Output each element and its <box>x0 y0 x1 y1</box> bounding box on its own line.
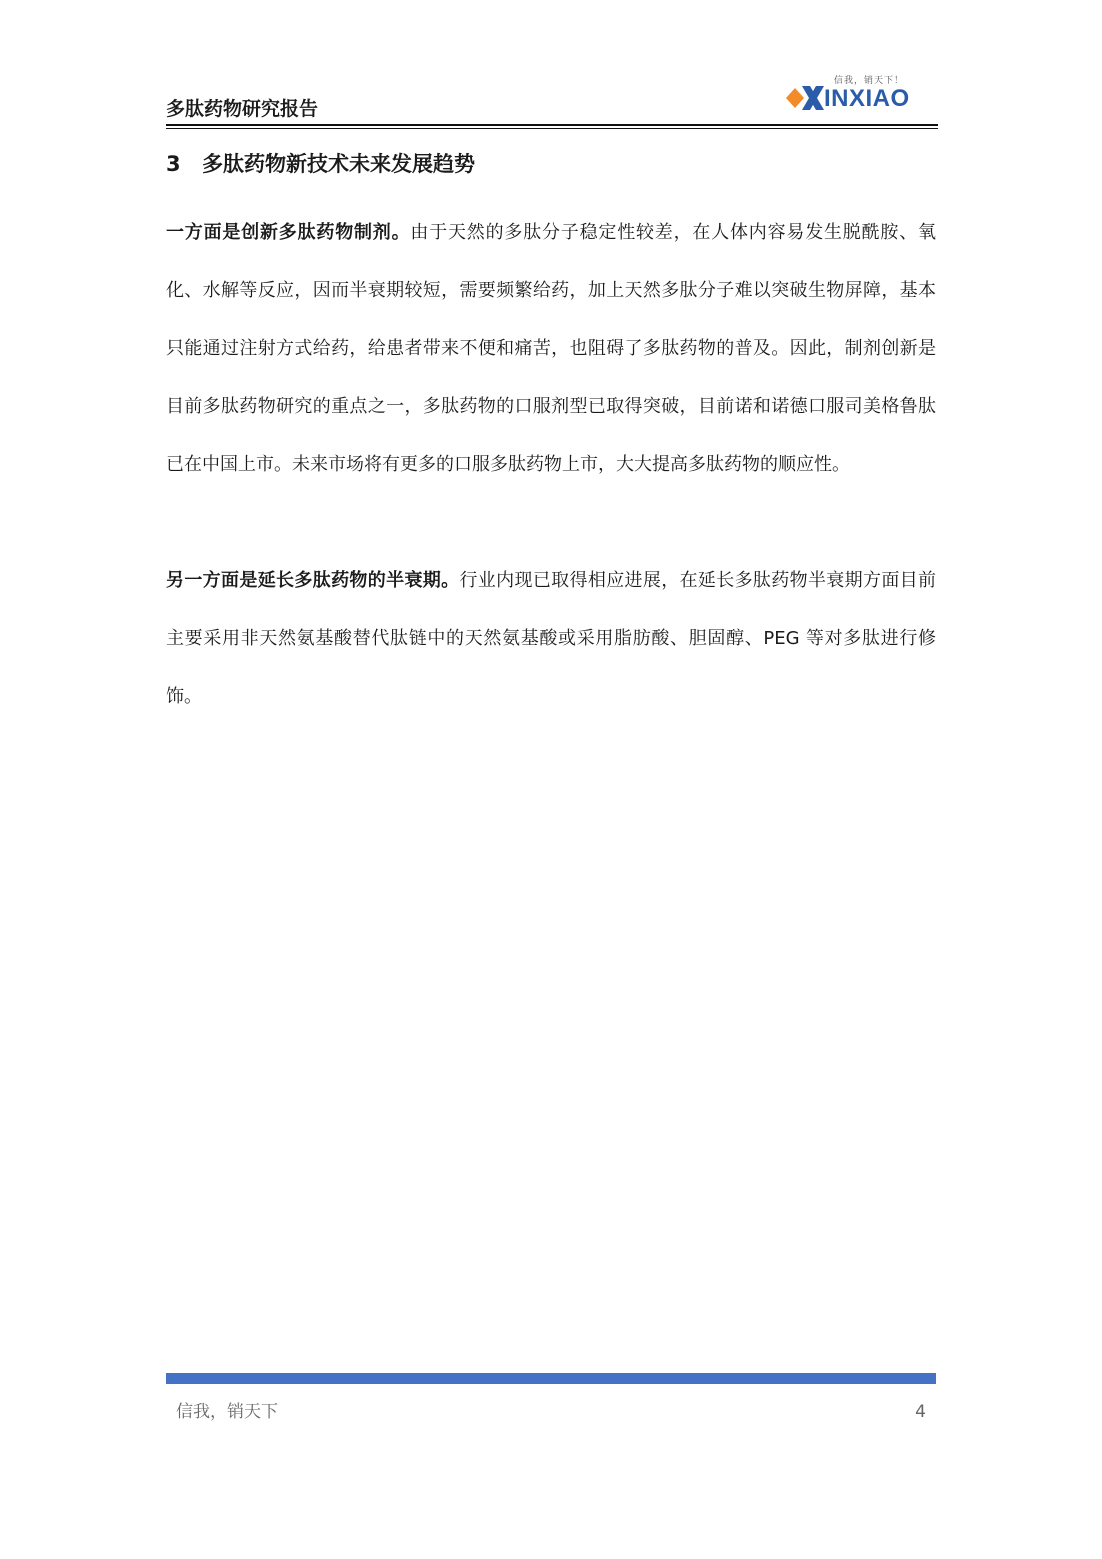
section-heading <box>166 149 475 179</box>
paragraph-lead: 一方面是创新多肽药物制剂。 <box>166 222 411 243</box>
paragraph-lead: 另一方面是延长多肽药物的半衰期。 <box>166 570 460 591</box>
logo-wordmark: INXIAO <box>824 85 910 112</box>
page-number: 4 <box>915 1402 926 1422</box>
section-title: 多肽药物新技术未来发展趋势 <box>202 152 475 176</box>
paragraph-body: 由于天然的多肽分子稳定性较差，在人体内容易发生脱酰胺、氧化、水解等反应，因而半衰期较短，需要频繁给药，加上天然多肽分子难以突破生物屏障，基本只能通过注射方式给药，给患者带来不便和痛苦，也阻碍了多肽药物的普及。因此，制剂创新是目前多肽药物研究的重点之一，多肽药物的口服剂型已取得突破，目前诺和诺德口服司美格鲁肽已在中国上市。未来市场将有更多的口服多肽药物上市，大大提高多肽药物的顺应性。 <box>166 222 937 475</box>
header-rule-thin <box>166 128 938 129</box>
document-title: 多肽药物研究报告 <box>166 98 319 120</box>
logo-slogan: 信我，销天下！ <box>834 76 905 86</box>
section-number: 3 <box>166 152 181 176</box>
company-logo <box>786 76 936 116</box>
paragraph-body: 行业内现已取得相应进展，在延长多肽药物半衰期方面目前主要采用非天然氨基酸替代肽链中的天然氨基酸或采用脂肪酸、胆固醇、PEG 等对多肽进行修饰。 <box>166 570 937 707</box>
diamond-x-logo-icon <box>786 82 826 114</box>
footer-slogan: 信我，销天下 <box>176 1402 278 1422</box>
paragraph-oral-formulation <box>166 204 936 494</box>
footer-bar <box>166 1373 936 1384</box>
paragraph-half-life <box>166 552 936 726</box>
header-rule-thick <box>166 124 938 126</box>
